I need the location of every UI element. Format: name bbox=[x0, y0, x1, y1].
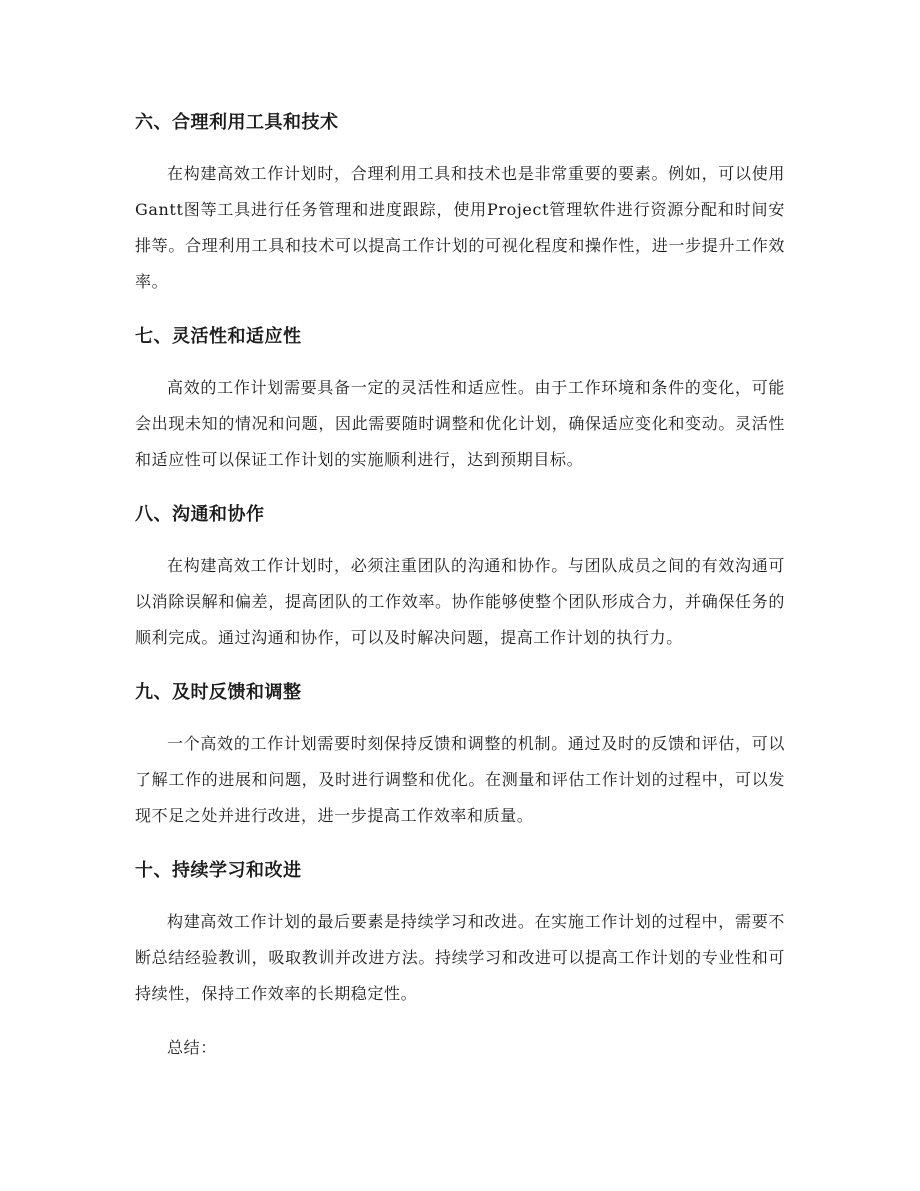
section-learning bbox=[135, 852, 785, 1012]
document-body bbox=[135, 104, 785, 1066]
section-heading: 十、持续学习和改进 bbox=[135, 860, 302, 881]
section-feedback bbox=[135, 674, 785, 834]
summary-label: 总结： bbox=[167, 1038, 217, 1057]
section-heading: 八、沟通和协作 bbox=[135, 504, 265, 525]
section-flexibility bbox=[135, 318, 785, 478]
section-paragraph: 高效的工作计划需要具备一定的灵活性和适应性。由于工作环境和条件的变化，可能会出现未知的情况和问题，因此需要随时调整和优化计划，确保适应变化和变动。灵活性和适应性可以保证工作计划的实施顺利进行，达到预期目标。 bbox=[135, 378, 785, 469]
section-paragraph: 在构建高效工作计划时，合理利用工具和技术也是非常重要的要素。例如，可以使用Gantt图等工具进行任务管理和进度跟踪，使用Project管理软件进行资源分配和时间安排等。合理利用工具和技术可以提高工作计划的可视化程度和操作性，进一步提升工作效率。 bbox=[135, 164, 785, 291]
section-paragraph: 一个高效的工作计划需要时刻保持反馈和调整的机制。通过及时的反馈和评估，可以了解工作的进展和问题，及时进行调整和优化。在测量和评估工作计划的过程中，可以发现不足之处并进行改进，进一步提高工作效率和质量。 bbox=[135, 734, 785, 825]
section-paragraph: 在构建高效工作计划时，必须注重团队的沟通和协作。与团队成员之间的有效沟通可以消除误解和偏差，提高团队的工作效率。协作能够使整个团队形成合力，并确保任务的顺利完成。通过沟通和协作，可以及时解决问题，提高工作计划的执行力。 bbox=[135, 556, 785, 647]
section-paragraph: 构建高效工作计划的最后要素是持续学习和改进。在实施工作计划的过程中，需要不断总结经验教训，吸取教训并改进方法。持续学习和改进可以提高工作计划的专业性和可持续性，保持工作效率的长期稳定性。 bbox=[135, 912, 785, 1003]
section-heading: 七、灵活性和适应性 bbox=[135, 326, 302, 347]
section-tools bbox=[135, 104, 785, 300]
section-heading: 九、及时反馈和调整 bbox=[135, 682, 302, 703]
section-heading: 六、合理利用工具和技术 bbox=[135, 112, 339, 133]
section-communication bbox=[135, 496, 785, 656]
